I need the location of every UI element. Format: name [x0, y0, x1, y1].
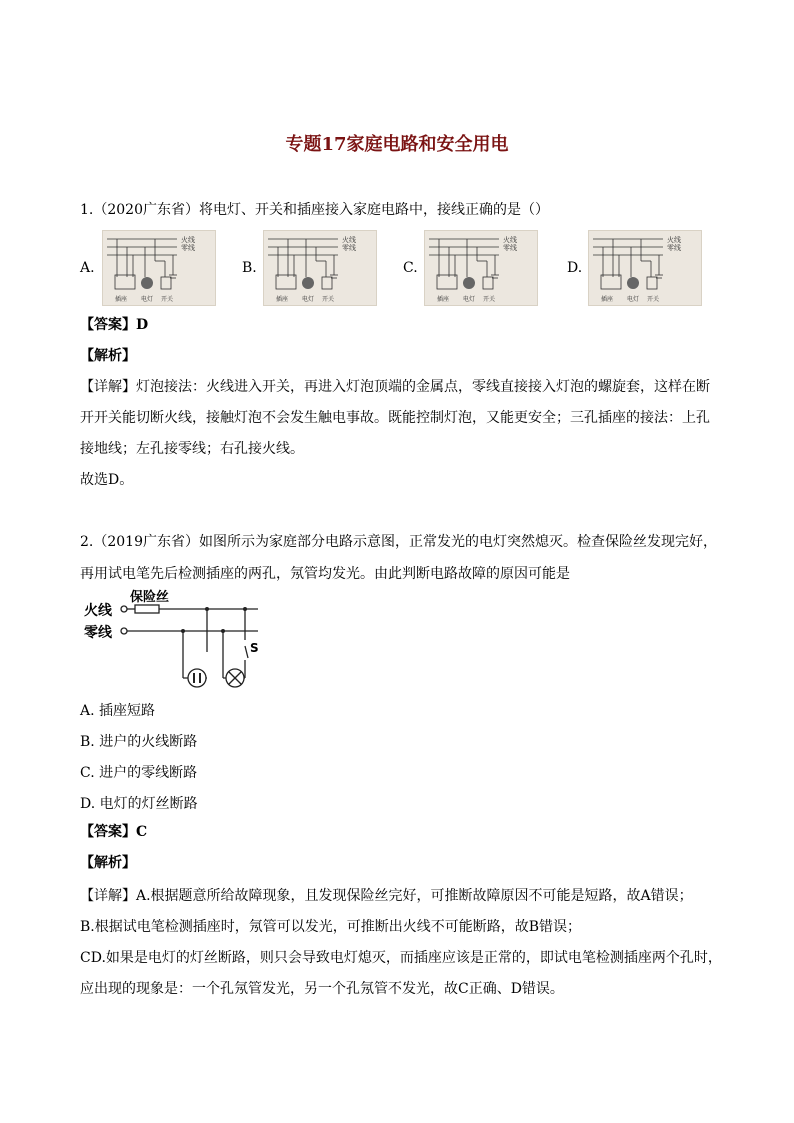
q1-answer: 【答案】D: [80, 317, 149, 333]
q1-socket-label-c: 插座: [437, 296, 450, 303]
q1-socket-label-b: 插座: [276, 296, 289, 303]
q2-analysis-heading: 【解析】: [80, 855, 136, 871]
q2-detail-line-2: B.根据试电笔检测插座时，氖管可以发光，可推断出火线不可能断路，故B错误；: [80, 919, 582, 935]
q1-detail-line-2: 开开关能切断火线，接触灯泡不会发生触电事故。既能控制灯泡，又能更安全；三孔插座的接法：上孔: [80, 410, 710, 426]
page-title: 专题17家庭电路和安全用电: [285, 134, 509, 155]
q2-switch-label: S: [250, 641, 259, 655]
q2-live-label: 火线: [84, 603, 112, 619]
q1-analysis-heading: 【解析】: [80, 348, 136, 364]
q1-option-c-figure[interactable]: [424, 230, 538, 306]
q1-lamp-label-d: 电灯: [627, 296, 640, 303]
q2-option-d[interactable]: D. 电灯的灯丝断路: [80, 796, 198, 812]
q1-circuit-d-diagram: [589, 231, 701, 305]
q1-conclusion: 故选D。: [80, 472, 134, 488]
q2-answer: 【答案】C: [80, 824, 148, 840]
q1-lamp-label-b: 电灯: [302, 296, 315, 303]
q1-lamp-label-a: 电灯: [141, 296, 154, 303]
q1-switch-label-d: 开关: [647, 296, 660, 303]
q1-neutral-label-b: 零线: [342, 244, 356, 252]
q1-circuit-c-diagram: [425, 231, 537, 305]
q1-option-a-figure[interactable]: [102, 230, 216, 306]
q2-option-c[interactable]: C. 进户的零线断路: [80, 765, 198, 781]
q2-detail-line-1: 【详解】A.根据题意所给故障现象，且发现保险丝完好，可推断故障原因不可能是短路，故A错误；: [80, 888, 693, 904]
q1-option-a-label[interactable]: A.: [80, 260, 95, 276]
q2-detail-line-3: CD.如果是电灯的灯丝断路，则只会导致电灯熄灭，而插座应该是正常的，即试电笔检测插座两个孔时，: [80, 950, 722, 966]
q2-stem-line-2: 再用试电笔先后检测插座的两孔，氖管均发光。由此判断电路故障的原因可能是: [80, 566, 570, 582]
q1-live-label-c: 火线: [503, 236, 517, 244]
q1-socket-label-d: 插座: [601, 296, 614, 303]
q2-stem-line-1: 2.（2019广东省）如图所示为家庭部分电路示意图，正常发光的电灯突然熄灭。检查保险丝发现完好，: [80, 534, 717, 550]
q1-neutral-label-c: 零线: [503, 244, 517, 252]
q1-circuit-a-diagram: [103, 231, 215, 305]
q1-option-c-label[interactable]: C.: [403, 260, 418, 276]
q2-fuse-label: 保险丝: [130, 590, 170, 605]
q1-option-d-label[interactable]: D.: [567, 260, 583, 276]
q1-neutral-label-a: 零线: [181, 244, 195, 252]
q1-stem: 1.（2020广东省）将电灯、开关和插座接入家庭电路中，接线正确的是（）: [80, 202, 549, 218]
q1-live-label-a: 火线: [181, 236, 195, 244]
q2-circuit-diagram: [80, 588, 280, 692]
q1-detail-line-1: 【详解】灯泡接法：火线进入开关，再进入灯泡顶端的金属点，零线直接接入灯泡的螺旋套，这样在断: [80, 379, 710, 395]
q2-detail-line-4: 应出现的现象是：一个孔氖管发光，另一个孔氖管不发光，故C正确、D错误。: [80, 981, 564, 997]
q1-switch-label-b: 开关: [322, 296, 335, 303]
q2-option-a[interactable]: A. 插座短路: [80, 703, 156, 719]
q1-socket-label-a: 插座: [115, 296, 128, 303]
q1-option-b-figure[interactable]: [263, 230, 377, 306]
q1-live-label-b: 火线: [342, 236, 356, 244]
q1-switch-label-a: 开关: [161, 296, 174, 303]
q1-lamp-label-c: 电灯: [463, 296, 476, 303]
q1-detail-line-3: 接地线；左孔接零线；右孔接火线。: [80, 441, 304, 457]
q1-option-b-label[interactable]: B.: [242, 260, 257, 276]
q2-option-b[interactable]: B. 进户的火线断路: [80, 734, 198, 750]
q1-switch-label-c: 开关: [483, 296, 496, 303]
q1-option-d-figure[interactable]: [588, 230, 702, 306]
q1-live-label-d: 火线: [667, 236, 681, 244]
q1-circuit-b-diagram: [264, 231, 376, 305]
q1-neutral-label-d: 零线: [667, 244, 681, 252]
q2-neutral-label: 零线: [84, 625, 112, 641]
